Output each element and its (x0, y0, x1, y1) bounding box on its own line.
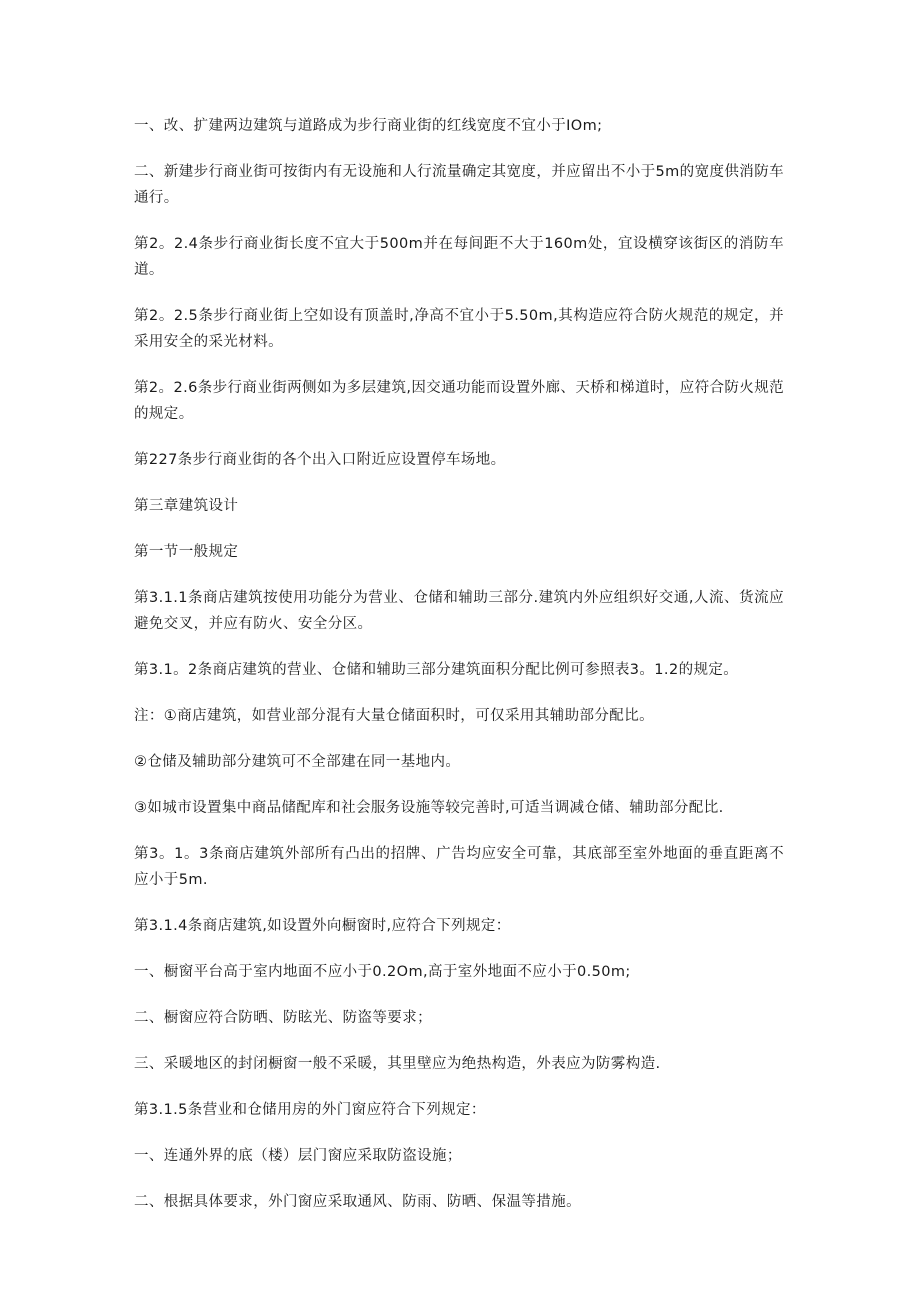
paragraph-5: 第2。2.6条步行商业街两侧如为多层建筑,因交通功能而设置外廊、天桥和梯道时，应符合防火规范的规定。 (134, 380, 784, 422)
note-1: 注：①商店建筑，如营业部分混有大量仓储面积时，可仅采用其辅助部分配比。 (134, 708, 654, 724)
note-2: ②仓储及辅助部分建筑可不全部建在同一基地内。 (134, 754, 461, 770)
paragraph-17: 二、橱窗应符合防晒、防眩光、防盗等要求； (134, 1010, 432, 1026)
paragraph-2: 二、新建步行商业街可按街内有无设施和人行流量确定其宽度，并应留出不小于5m的宽度供消防车通行。 (134, 164, 784, 206)
paragraph-4: 第2。2.5条步行商业街上空如设有顶盖时,净高不宜小于5.50m,其构造应符合防火规范的规定，并采用安全的采光材料。 (134, 308, 784, 350)
paragraph-20: 一、连通外界的底（楼）层门窗应采取防盗设施； (134, 1148, 462, 1164)
paragraph-21: 二、根据具体要求，外门窗应采取通风、防雨、防晒、保温等措施。 (134, 1194, 581, 1210)
paragraph-9: 第3.1.1条商店建筑按使用功能分为营业、仓储和辅助三部分.建筑内外应组织好交通,人流、货流应避免交叉，并应有防火、安全分区。 (134, 590, 784, 632)
paragraph-14: 第3。1。3条商店建筑外部所有凸出的招牌、广告均应安全可靠，其底部至室外地面的垂直距离不应小于5m. (134, 846, 784, 888)
chapter-heading: 第三章建筑设计 (134, 498, 239, 514)
paragraph-6: 第227条步行商业街的各个出入口附近应设置停车场地。 (134, 452, 506, 468)
paragraph-10: 第3.1。2条商店建筑的营业、仓储和辅助三部分建筑面积分配比例可参照表3。1.2的规定。 (134, 662, 739, 678)
paragraph-1: 一、改、扩建两边建筑与道路成为步行商业街的红线宽度不宜小于IOm; (134, 118, 603, 134)
paragraph-18: 三、采暖地区的封闭橱窗一般不采暖，其里壁应为绝热构造，外表应为防雾构造. (134, 1056, 661, 1072)
section-heading: 第一节一般规定 (134, 544, 239, 560)
paragraph-19: 第3.1.5条营业和仓储用房的外门窗应符合下列规定： (134, 1102, 486, 1118)
paragraph-3: 第2。2.4条步行商业街长度不宜大于500m并在每间距不大于160m处，宜设横穿该街区的消防车道。 (134, 236, 784, 278)
paragraph-15: 第3.1.4条商店建筑,如设置外向橱窗时,应符合下列规定： (134, 918, 511, 934)
paragraph-16: 一、橱窗平台高于室内地面不应小于0.2Om,高于室外地面不应小于0.50m; (134, 964, 631, 980)
document-body (134, 113, 784, 1235)
note-3: ③如城市设置集中商品储配库和社会服务设施等较完善时,可适当调减仓储、辅助部分配比. (134, 800, 724, 816)
